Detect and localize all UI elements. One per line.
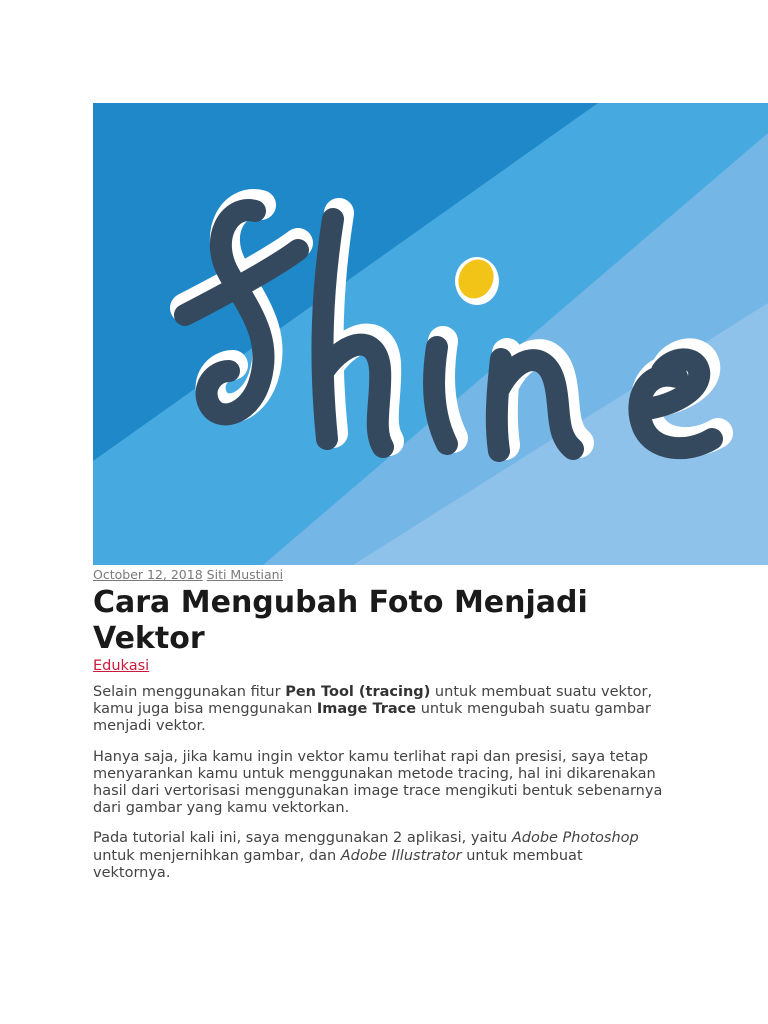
image-trace-term: Image Trace — [316, 701, 417, 718]
post-author-link[interactable]: Siti Mustiani — [206, 567, 284, 582]
paragraph-3-text-a: Pada tutorial kali ini, saya menggunakan 2 aplikasi, yaitu — [93, 830, 512, 847]
paragraph-2: Hanya saja, jika kamu ingin vektor kamu terlihat rapi dan presisi, saya tetap menyarankan kamu untuk menggunakan metode tracing, hal ini dikarenakan hasil dari vertorisasi menggunakan image trace mengikuti bentuk sebenarnya dari gambar yang kamu vektorkan. — [93, 748, 663, 817]
paragraph-3 — [93, 830, 663, 882]
post-date-link[interactable]: October 12, 2018 — [93, 567, 203, 582]
shine-lettering-illustration — [93, 103, 768, 565]
paragraph-1-text-c: untuk membuat suatu vektor, kamu juga bisa menggunakan — [93, 684, 653, 718]
post-content — [93, 684, 663, 895]
paragraph-3-text-c: untuk menjernihkan gambar, dan — [93, 847, 341, 864]
hero-image — [93, 103, 768, 565]
paragraph-1 — [93, 684, 663, 736]
category-link[interactable]: Edukasi — [93, 658, 150, 674]
paragraph-1-text-e: untuk mengubah suatu gambar menjadi vektor. — [93, 701, 651, 735]
post-meta — [93, 567, 283, 582]
pen-tool-term: Pen Tool (tracing) — [285, 684, 431, 700]
paragraph-3-text-e: untuk membuat vektornya. — [93, 847, 583, 881]
paragraph-1-text-a: Selain menggunakan fitur — [93, 684, 286, 700]
illustrator-term: Adobe Illustrator — [340, 847, 462, 864]
post-title: Cara Mengubah Foto Menjadi Vektor — [93, 585, 588, 656]
photoshop-term: Adobe Photoshop — [511, 830, 639, 847]
